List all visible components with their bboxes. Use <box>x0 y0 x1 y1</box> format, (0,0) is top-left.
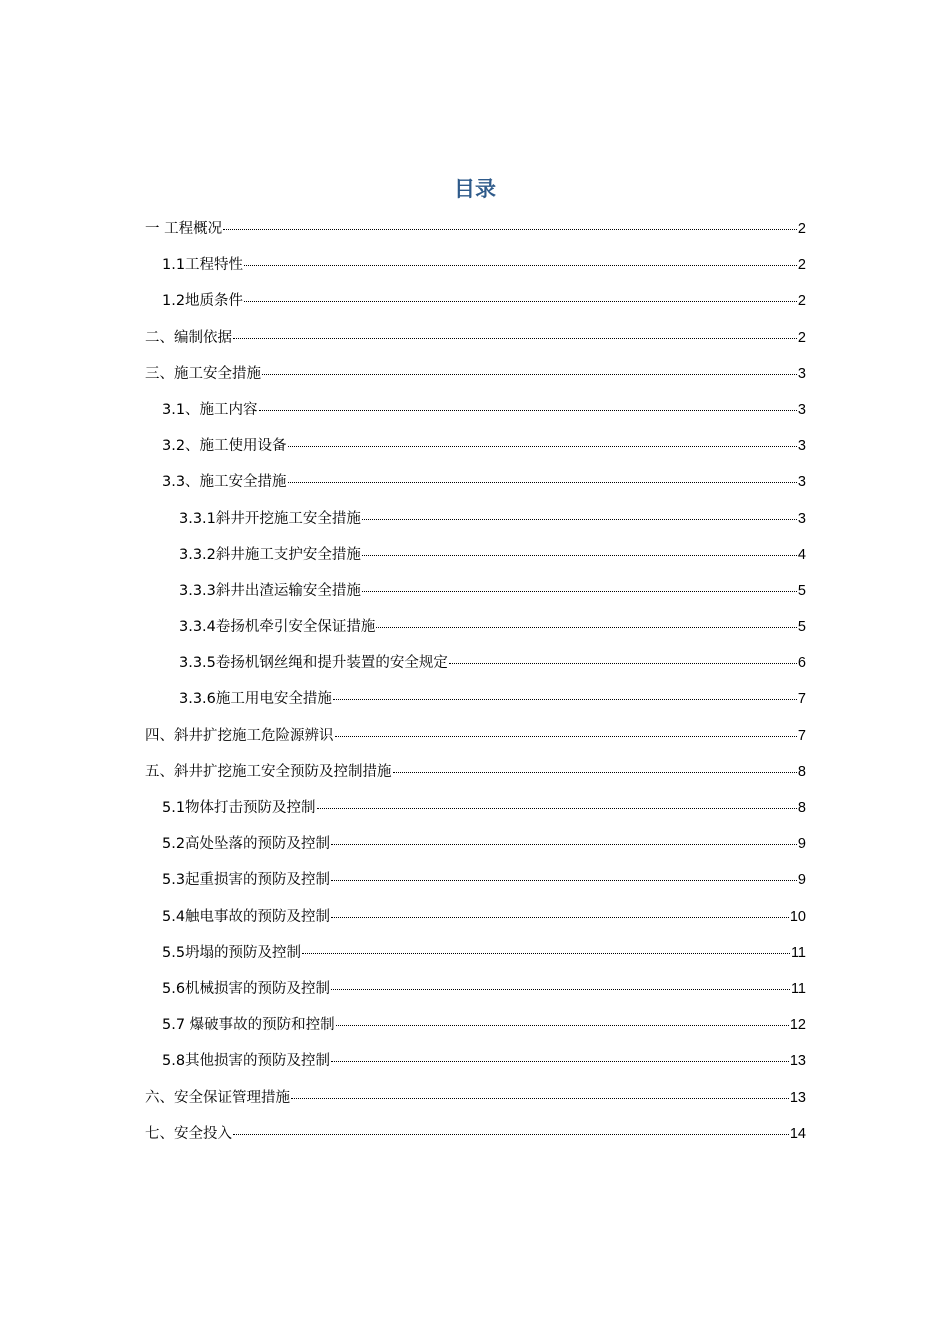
toc-dot-leader <box>244 301 797 302</box>
toc-entry[interactable] <box>145 471 806 507</box>
toc-entry-page-number: 9 <box>797 836 806 853</box>
toc-entry-page-number: 7 <box>797 691 806 708</box>
toc-entry[interactable] <box>145 725 806 761</box>
toc-entry-page-number: 11 <box>790 944 806 961</box>
toc-entry-label: 3.3.4卷扬机牵引安全保证措施 <box>179 619 376 636</box>
toc-entry[interactable] <box>145 363 806 399</box>
toc-entry[interactable] <box>145 399 806 435</box>
toc-entry[interactable] <box>145 1123 806 1159</box>
toc-dot-leader <box>288 482 797 483</box>
toc-dot-leader <box>223 229 797 230</box>
toc-entry[interactable] <box>145 978 806 1014</box>
toc-dot-leader <box>233 338 797 339</box>
toc-entry-page-number: 2 <box>797 329 806 346</box>
toc-entry-page-number: 2 <box>797 221 806 237</box>
toc-entry-label: 1.1工程特性 <box>162 257 244 274</box>
toc-entry-label: 四、斜井扩挖施工危险源辨识 <box>145 727 334 744</box>
toc-entry-label: 5.8其他损害的预防及控制 <box>162 1053 331 1070</box>
table-of-contents <box>145 218 806 1159</box>
toc-entry-page-number: 14 <box>789 1125 806 1142</box>
toc-dot-leader <box>449 663 797 664</box>
toc-entry[interactable] <box>145 869 806 905</box>
toc-entry-page-number: 11 <box>790 980 806 997</box>
toc-entry[interactable] <box>145 254 806 290</box>
toc-entry-page-number: 3 <box>797 474 806 491</box>
toc-entry[interactable] <box>145 580 806 616</box>
toc-entry-label: 3.3.3斜井出渣运输安全措施 <box>179 582 361 599</box>
toc-entry-label: 五、斜井扩挖施工安全预防及控制措施 <box>145 763 392 780</box>
toc-entry[interactable] <box>145 508 806 544</box>
toc-entry-label: 3.3.5卷扬机钢丝绳和提升装置的安全规定 <box>179 655 448 672</box>
toc-entry-page-number: 12 <box>789 1017 806 1034</box>
toc-entry-label: 二、编制依据 <box>145 329 232 346</box>
toc-entry-label: 3.3.1斜井开挖施工安全措施 <box>179 510 361 527</box>
toc-entry[interactable] <box>145 833 806 869</box>
toc-entry[interactable] <box>145 1087 806 1123</box>
toc-dot-leader <box>331 917 789 918</box>
toc-dot-leader <box>302 953 790 954</box>
toc-entry[interactable] <box>145 688 806 724</box>
toc-dot-leader <box>244 265 797 266</box>
toc-entry[interactable] <box>145 761 806 797</box>
toc-dot-leader <box>393 772 797 773</box>
toc-entry-label: 5.4触电事故的预防及控制 <box>162 908 331 925</box>
toc-entry[interactable] <box>145 797 806 833</box>
toc-dot-leader <box>233 1134 789 1135</box>
toc-entry-label: 3.3.6施工用电安全措施 <box>179 691 332 708</box>
toc-dot-leader <box>331 989 790 990</box>
toc-entry[interactable] <box>145 435 806 471</box>
toc-entry-page-number: 4 <box>797 546 806 563</box>
toc-dot-leader <box>336 1025 789 1026</box>
toc-dot-leader <box>288 446 797 447</box>
toc-entry-page-number: 3 <box>797 510 806 527</box>
toc-entry-page-number: 3 <box>797 438 806 455</box>
toc-entry[interactable] <box>145 1050 806 1086</box>
toc-entry-page-number: 8 <box>797 800 806 816</box>
toc-entry-page-number: 6 <box>797 655 806 672</box>
toc-entry-label: 5.6机械损害的预防及控制 <box>162 980 331 997</box>
toc-entry-page-number: 13 <box>789 1089 806 1106</box>
toc-entry-label: 3.3、施工安全措施 <box>162 474 287 491</box>
toc-entry[interactable] <box>145 652 806 688</box>
toc-entry-page-number: 3 <box>797 401 806 418</box>
toc-entry-label: 六、安全保证管理措施 <box>145 1089 290 1106</box>
toc-entry-label: 一 工程概况 <box>145 221 223 237</box>
toc-entry[interactable] <box>145 1014 806 1050</box>
toc-dot-leader <box>362 555 797 556</box>
toc-entry-page-number: 13 <box>789 1053 806 1070</box>
toc-entry-label: 3.3.2斜井施工支护安全措施 <box>179 546 361 563</box>
toc-title: 目录 <box>454 177 496 201</box>
toc-dot-leader <box>362 519 797 520</box>
toc-dot-leader <box>262 374 797 375</box>
toc-entry-label: 5.7 爆破事故的预防和控制 <box>162 1017 335 1034</box>
toc-entry-label: 1.2地质条件 <box>162 293 244 310</box>
toc-entry-page-number: 10 <box>789 908 806 925</box>
toc-entry[interactable] <box>145 544 806 580</box>
toc-dot-leader <box>376 627 797 628</box>
toc-dot-leader <box>331 1061 789 1062</box>
toc-entry[interactable] <box>145 616 806 652</box>
toc-entry-page-number: 5 <box>797 582 806 599</box>
toc-entry-page-number: 5 <box>797 619 806 636</box>
toc-entry-page-number: 9 <box>797 872 806 889</box>
toc-entry-label: 5.2高处坠落的预防及控制 <box>162 836 331 853</box>
toc-entry-label: 三、施工安全措施 <box>145 365 261 382</box>
toc-entry-label: 3.1、施工内容 <box>162 401 258 418</box>
toc-dot-leader <box>291 1098 789 1099</box>
toc-entry-label: 3.2、施工使用设备 <box>162 438 287 455</box>
toc-entry-page-number: 7 <box>797 727 806 744</box>
toc-dot-leader <box>362 591 797 592</box>
toc-entry-label: 七、安全投入 <box>145 1125 232 1142</box>
toc-dot-leader <box>331 844 797 845</box>
toc-entry-page-number: 8 <box>797 763 806 780</box>
toc-dot-leader <box>335 736 797 737</box>
toc-entry[interactable] <box>145 290 806 326</box>
toc-dot-leader <box>333 699 797 700</box>
toc-entry-page-number: 2 <box>797 293 806 310</box>
toc-entry[interactable] <box>145 942 806 978</box>
toc-entry[interactable] <box>145 218 806 254</box>
toc-entry-label: 5.5坍塌的预防及控制 <box>162 944 302 961</box>
toc-entry[interactable] <box>145 327 806 363</box>
toc-dot-leader <box>331 880 797 881</box>
toc-entry-page-number: 2 <box>797 257 806 274</box>
toc-dot-leader <box>259 410 797 411</box>
toc-entry-page-number: 3 <box>797 365 806 382</box>
toc-entry-label: 5.1物体打击预防及控制 <box>162 800 316 816</box>
toc-dot-leader <box>317 808 797 809</box>
toc-entry[interactable] <box>145 906 806 942</box>
toc-entry-label: 5.3起重损害的预防及控制 <box>162 872 331 889</box>
